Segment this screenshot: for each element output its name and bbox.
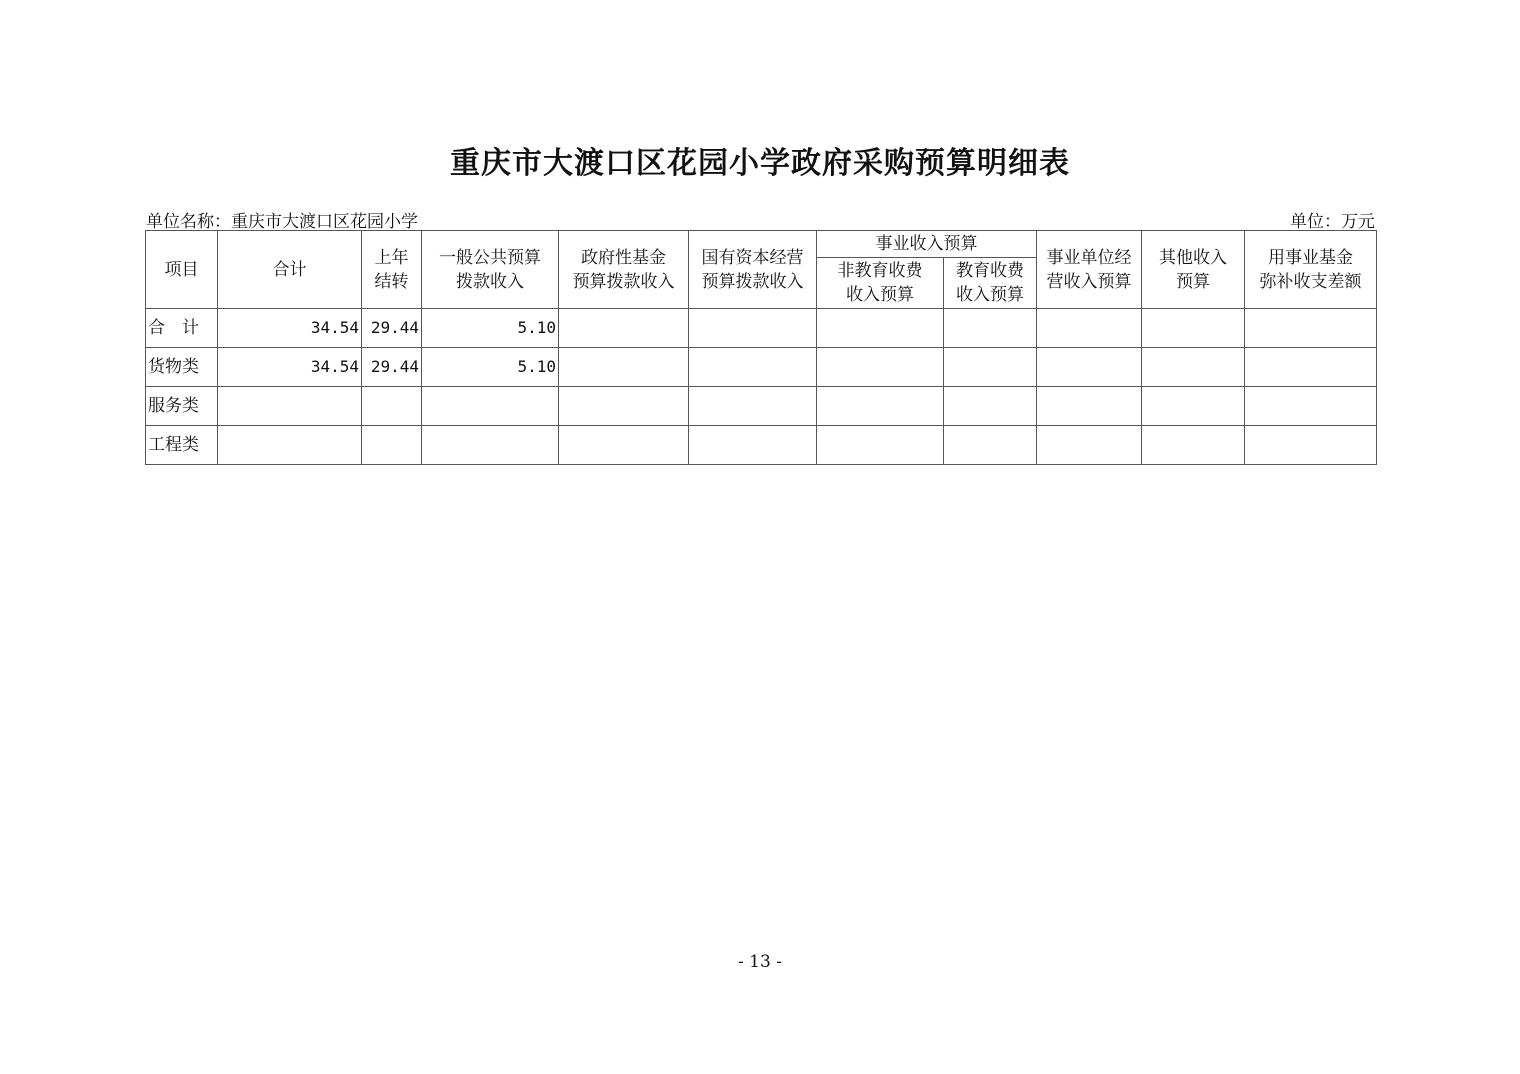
cell-other bbox=[1142, 309, 1245, 348]
cell-gov-fund bbox=[559, 348, 689, 387]
cell-other bbox=[1142, 426, 1245, 465]
cell-non-edu-fee bbox=[817, 387, 944, 426]
cell-gov-fund bbox=[559, 426, 689, 465]
cell-edu-fee bbox=[944, 387, 1037, 426]
header-business-fund: 用事业基金 弥补收支差额 bbox=[1245, 231, 1377, 309]
cell-total: 34.54 bbox=[218, 309, 362, 348]
header-carryover: 上年 结转 bbox=[362, 231, 422, 309]
cell-carryover: 29.44 bbox=[362, 309, 422, 348]
cell-general bbox=[422, 426, 559, 465]
cell-fund bbox=[1245, 426, 1377, 465]
table-row bbox=[146, 309, 1377, 348]
header-state-capital: 国有资本经营 预算拨款收入 bbox=[689, 231, 817, 309]
page-number: - 13 - bbox=[738, 952, 782, 972]
header-non-edu-fee: 非教育收费 收入预算 bbox=[817, 258, 944, 309]
table-row bbox=[146, 426, 1377, 465]
cell-fund bbox=[1245, 348, 1377, 387]
cell-carryover: 29.44 bbox=[362, 348, 422, 387]
header-general-budget: 一般公共预算 拨款收入 bbox=[422, 231, 559, 309]
cell-general: 5.10 bbox=[422, 309, 559, 348]
cell-state-capital bbox=[689, 309, 817, 348]
cell-operating bbox=[1037, 348, 1142, 387]
row-label: 服务类 bbox=[146, 387, 218, 426]
cell-general: 5.10 bbox=[422, 348, 559, 387]
cell-total bbox=[218, 387, 362, 426]
cell-gov-fund bbox=[559, 387, 689, 426]
cell-operating bbox=[1037, 309, 1142, 348]
cell-carryover bbox=[362, 426, 422, 465]
header-business-income: 事业收入预算 bbox=[817, 231, 1037, 258]
cell-non-edu-fee bbox=[817, 309, 944, 348]
header-edu-fee: 教育收费 收入预算 bbox=[944, 258, 1037, 309]
budget-table bbox=[145, 230, 1377, 465]
cell-general bbox=[422, 387, 559, 426]
row-label: 合 计 bbox=[146, 309, 218, 348]
unit-label: 单位：万元 bbox=[1290, 212, 1375, 232]
cell-fund bbox=[1245, 309, 1377, 348]
cell-non-edu-fee bbox=[817, 426, 944, 465]
row-label: 工程类 bbox=[146, 426, 218, 465]
cell-other bbox=[1142, 387, 1245, 426]
header-gov-fund: 政府性基金 预算拨款收入 bbox=[559, 231, 689, 309]
cell-other bbox=[1142, 348, 1245, 387]
cell-edu-fee bbox=[944, 348, 1037, 387]
cell-state-capital bbox=[689, 426, 817, 465]
cell-state-capital bbox=[689, 348, 817, 387]
table-row bbox=[146, 348, 1377, 387]
cell-state-capital bbox=[689, 387, 817, 426]
cell-fund bbox=[1245, 387, 1377, 426]
cell-total: 34.54 bbox=[218, 348, 362, 387]
cell-total bbox=[218, 426, 362, 465]
header-other-income: 其他收入 预算 bbox=[1142, 231, 1245, 309]
header-item: 项目 bbox=[146, 231, 218, 309]
cell-gov-fund bbox=[559, 309, 689, 348]
cell-operating bbox=[1037, 426, 1142, 465]
unit-name: 单位名称：重庆市大渡口区花园小学 bbox=[146, 212, 418, 232]
cell-operating bbox=[1037, 387, 1142, 426]
row-label: 货物类 bbox=[146, 348, 218, 387]
cell-non-edu-fee bbox=[817, 348, 944, 387]
cell-edu-fee bbox=[944, 309, 1037, 348]
header-operating-income: 事业单位经 营收入预算 bbox=[1037, 231, 1142, 309]
cell-carryover bbox=[362, 387, 422, 426]
header-total: 合计 bbox=[218, 231, 362, 309]
page-title: 重庆市大渡口区花园小学政府采购预算明细表 bbox=[450, 146, 1070, 181]
table-row bbox=[146, 387, 1377, 426]
cell-edu-fee bbox=[944, 426, 1037, 465]
